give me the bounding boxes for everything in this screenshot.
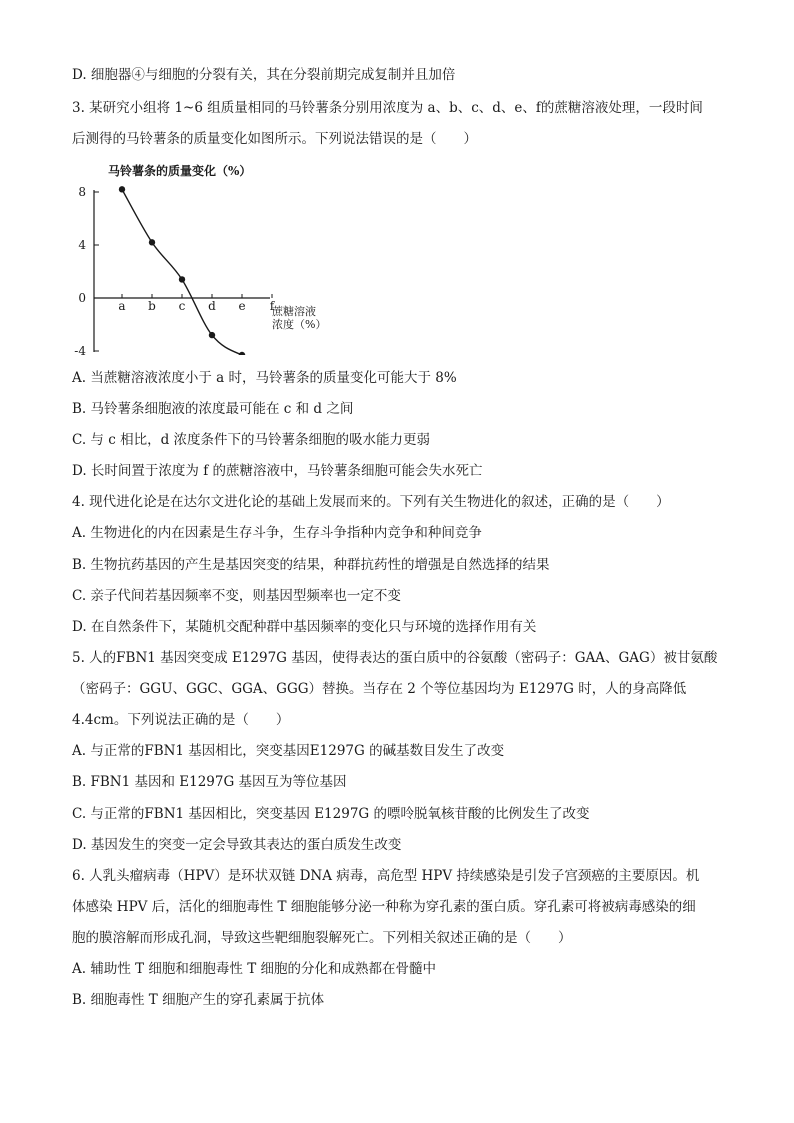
data-point xyxy=(179,276,185,282)
option-b-q6: B. 细胞毒性 T 细胞产生的穿孔素属于抗体 xyxy=(72,992,325,1008)
data-point xyxy=(119,186,125,192)
option-c-q5: C. 与正常的FBN1 基因相比，突变基因 E1297G 的嘌呤脱氧核苷酸的比例发生了改变 xyxy=(72,806,590,822)
question-4-stem: 4. 现代进化论是在达尔文进化论的基础上发展而来的。下列有关生物进化的叙述，正确的是（ ） xyxy=(72,494,670,510)
data-point xyxy=(239,352,245,355)
x-tick-label: d xyxy=(208,299,216,313)
option-a-q6: A. 辅助性 T 细胞和细胞毒性 T 细胞的分化和成熟都在骨髓中 xyxy=(72,961,437,977)
question-6-stem-line3: 胞的膜溶解而形成孔洞，导致这些靶细胞裂解死亡。下列相关叙述正确的是（ ） xyxy=(72,930,572,946)
y-tick-label: 4 xyxy=(78,238,86,252)
question-6-stem-line1: 6. 人乳头瘤病毒（HPV）是环状双链 DNA 病毒，高危型 HPV 持续感染是引发子宫颈癌的主要原因。机 xyxy=(72,868,700,884)
option-c-q3: C. 与 c 相比，d 浓度条件下的马铃薯条细胞的吸水能力更弱 xyxy=(72,432,431,448)
option-a-q3: A. 当蔗糖溶液浓度小于 a 时，马铃薯条的质量变化可能大于 8% xyxy=(72,370,457,386)
y-tick-label: -4 xyxy=(74,344,86,355)
mass-change-chart xyxy=(60,160,350,355)
option-c-q4: C. 亲子代间若基因频率不变，则基因型频率也一定不变 xyxy=(72,588,401,604)
x-axis-label-line1: 蔗糖溶液 xyxy=(272,305,316,318)
option-b-q4: B. 生物抗药基因的产生是基因突变的结果，种群抗药性的增强是自然选择的结果 xyxy=(72,557,550,573)
x-tick-label: b xyxy=(148,299,156,313)
series-line xyxy=(122,189,272,355)
y-tick-label: 0 xyxy=(78,291,86,305)
option-d-q5: D. 基因发生的突变一定会导致其表达的蛋白质发生改变 xyxy=(72,837,402,853)
option-d-q4: D. 在自然条件下，某随机交配种群中基因频率的变化只与环境的选择作用有关 xyxy=(72,619,537,635)
x-tick-label: a xyxy=(118,299,126,313)
option-a-q4: A. 生物进化的内在因素是生存斗争，生存斗争指种内竞争和种间竞争 xyxy=(72,525,482,541)
question-6-stem-line2: 体感染 HPV 后，活化的细胞毒性 T 细胞能够分泌一种称为穿孔素的蛋白质。穿孔素可将被病毒感染的细 xyxy=(72,899,696,915)
option-d-q3: D. 长时间置于浓度为 f 的蔗糖溶液中，马铃薯条细胞可能会失水死亡 xyxy=(72,463,483,479)
chart-title: 马铃薯条的质量变化（%） xyxy=(108,164,252,178)
x-tick-label: c xyxy=(178,299,186,313)
x-tick-label: e xyxy=(238,299,246,313)
question-3-stem-line2: 后测得的马铃薯条的质量变化如图所示。下列说法错误的是（ ） xyxy=(72,131,477,147)
option-b-q5: B. FBN1 基因和 E1297G 基因互为等位基因 xyxy=(72,774,347,790)
y-tick-label: 8 xyxy=(78,185,86,199)
question-5-stem-line1: 5. 人的FBN1 基因突变成 E1297G 基因，使得表达的蛋白质中的谷氨酸（密码子：GAA、GAG）被甘氨酸 xyxy=(72,650,718,666)
option-b-q3: B. 马铃薯条细胞液的浓度最可能在 c 和 d 之间 xyxy=(72,401,354,417)
data-point xyxy=(149,239,155,245)
question-5-stem-line2: （密码子：GGU、GGC、GGA、GGG）替换。当存在 2 个等位基因均为 E1297G 时，人的身高降低 xyxy=(72,681,687,697)
x-axis-label-line2: 浓度（%） xyxy=(272,318,327,331)
data-point xyxy=(209,332,215,338)
x-tick-label: f xyxy=(269,299,275,313)
question-3-stem-line1: 3. 某研究小组将 1~6 组质量相同的马铃薯条分别用浓度为 a、b、c、d、e、f的蔗糖溶液处理，一段时间 xyxy=(72,100,703,116)
question-5-stem-line3: 4.4cm。下列说法正确的是（ ） xyxy=(72,712,290,728)
option-a-q5: A. 与正常的FBN1 基因相比，突变基因E1297G 的碱基数目发生了改变 xyxy=(72,743,505,759)
option-d-q2: D. 细胞器④与细胞的分裂有关，其在分裂前期完成复制并且加倍 xyxy=(72,67,456,83)
